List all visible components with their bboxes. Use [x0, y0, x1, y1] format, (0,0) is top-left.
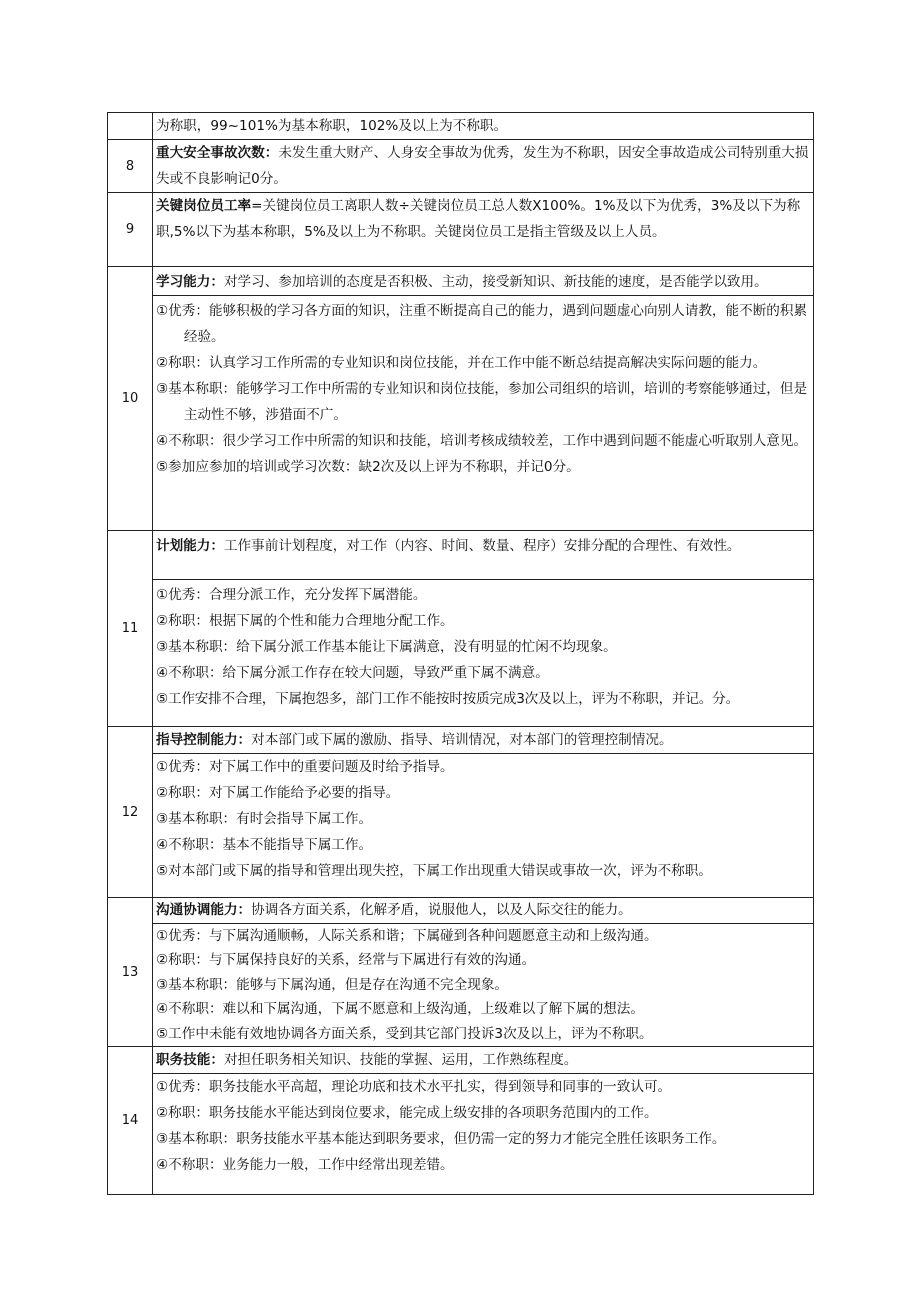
criteria-title: 指导控制能力： — [156, 732, 252, 748]
list-item: ⑤对本部门或下属的指导和管理出现失控，下属工作出现重大错误或事故一次，评为不称职。 — [156, 863, 712, 879]
criteria-title: 计划能力： — [156, 538, 224, 554]
table-row — [108, 1047, 814, 1195]
row-number: 11 — [108, 531, 153, 727]
criteria-text: 未发生重大财产、人身安全事故为优秀，发生为不称职，因安全事故造成公司特别重大损失或不良影响记0分。 — [156, 145, 809, 187]
list-item: ②称职：根据下属的个性和能力合理地分配工作。 — [156, 613, 454, 629]
row-content — [153, 267, 814, 531]
table-row — [108, 531, 814, 727]
list-item: ③基本称职：职务技能水平基本能达到职务要求，但仍需一定的努力才能完全胜任该职务工作。 — [156, 1131, 726, 1147]
table-row — [108, 193, 814, 267]
criteria-head: 对本部门或下属的激励、指导、培训情况，对本部门的管理控制情况。 — [251, 732, 673, 748]
list-item: ③基本称职：有时会指导下属工作。 — [156, 811, 373, 827]
row-number: 13 — [108, 898, 153, 1047]
criteria-title: 职务技能： — [156, 1052, 224, 1068]
list-item: ③基本称职：给下属分派工作基本能让下属满意，没有明显的忙闲不均现象。 — [156, 639, 617, 655]
table-row — [108, 113, 814, 140]
criteria-title: 重大安全事故次数： — [156, 145, 279, 161]
list-item: ①优秀：与下属沟通顺畅，人际关系和谐；下属碰到各种问题愿意主动和上级沟通。 — [156, 927, 658, 944]
criteria-head: 协调各方面关系，化解矛盾，说服他人，以及人际交往的能力。 — [251, 902, 632, 918]
list-item: ⑤参加应参加的培训或学习次数：缺2次及以上评为不称职，并记0分。 — [156, 459, 580, 475]
row-content — [153, 1047, 814, 1195]
row-content — [153, 898, 814, 1047]
criteria-head: 对学习、参加培训的态度是否积极、主动，接受新知识、新技能的速度，是否能学以致用。 — [223, 274, 768, 290]
list-item: ④不称职：很少学习工作中所需的知识和技能，培训考核成绩较差，工作中遇到问题不能虚心听取别人意见。 — [156, 433, 808, 449]
row-content — [153, 727, 814, 898]
criteria-head: 对担任职务相关知识、技能的掌握、运用，工作熟练程度。 — [223, 1052, 578, 1068]
list-item: ④不称职：基本不能指导下属工作。 — [156, 837, 373, 853]
list-item: ②称职：对下属工作能给予必要的指导。 — [156, 785, 400, 801]
list-item: ③基本称职：能够学习工作中所需的专业知识和岗位技能，参加公司组织的培训，培训的考察能够通过，但是主动性不够，涉猎面不广。 — [156, 381, 808, 423]
list-item: ④不称职：给下属分派工作存在较大问题，导致严重下属不满意。 — [156, 665, 549, 681]
criteria-title: 学习能力： — [156, 274, 224, 290]
list-item: ①优秀：合理分派工作，充分发挥下属潜能。 — [156, 587, 427, 603]
criteria-title: 沟通协调能力： — [156, 902, 252, 918]
list-item: ②称职：职务技能水平能达到岗位要求，能完成上级安排的各项职务范围内的工作。 — [156, 1105, 658, 1121]
list-item: ②称职：认真学习工作所需的专业知识和岗位技能，并在工作中能不断总结提高解决实际问题的能力。 — [156, 355, 767, 371]
list-item: ①优秀：职务技能水平高超，理论功底和技术水平扎实，得到领导和同事的一致认可。 — [156, 1079, 672, 1095]
list-item: ①优秀：能够积极的学习各方面的知识，注重不断提高自己的能力，遇到问题虚心向别人请教，能不断的积累经验。 — [156, 303, 808, 345]
list-item: ①优秀：对下属工作中的重要问题及时给予指导。 — [156, 759, 454, 775]
row-content — [153, 113, 814, 140]
table-row — [108, 898, 814, 1047]
row-content — [153, 193, 814, 267]
row-content — [153, 140, 814, 193]
table-row — [108, 267, 814, 531]
row-number: 9 — [108, 193, 153, 267]
evaluation-table — [107, 112, 814, 1195]
row-number: 10 — [108, 267, 153, 531]
row-number — [108, 113, 153, 140]
criteria-head: 工作事前计划程度，对工作（内容、时间、数量、程序）安排分配的合理性、有效性。 — [223, 538, 741, 554]
list-item: ⑤工作中未能有效地协调各方面关系，受到其它部门投诉3次及以上，评为不称职。 — [156, 1025, 653, 1042]
list-item: ③基本称职：能够与下属沟通，但是存在沟通不完全现象。 — [156, 976, 509, 993]
table-row — [108, 140, 814, 193]
row-number: 12 — [108, 727, 153, 898]
row-number: 8 — [108, 140, 153, 193]
list-item: ④不称职：难以和下属沟通，下属不愿意和上级沟通，上级难以了解下属的想法。 — [156, 1001, 644, 1017]
list-item: ②称职：与下属保持良好的关系，经常与下属进行有效的沟通。 — [156, 952, 536, 968]
criteria-title: 关键岗位员工率 — [156, 198, 252, 214]
table-row — [108, 727, 814, 898]
list-item: ④不称职：业务能力一般，工作中经常出现差错。 — [156, 1157, 454, 1173]
list-item: ⑤工作安排不合理，下属抱怨多，部门工作不能按时按质完成3次及以上，评为不称职，并记。分。 — [156, 691, 739, 707]
row-content — [153, 531, 814, 727]
criteria-text: =关键岗位员工离职人数÷关键岗位员工总人数X100%。1%及以下为优秀，3%及以下为称职,5%以下为基本称职，5%及以上为不称职。关键岗位员工是指主管级及以上人员。 — [156, 198, 801, 240]
criteria-text: 为称职，99~101%为基本称职，102%及以上为不称职。 — [156, 118, 508, 134]
row-number: 14 — [108, 1047, 153, 1195]
